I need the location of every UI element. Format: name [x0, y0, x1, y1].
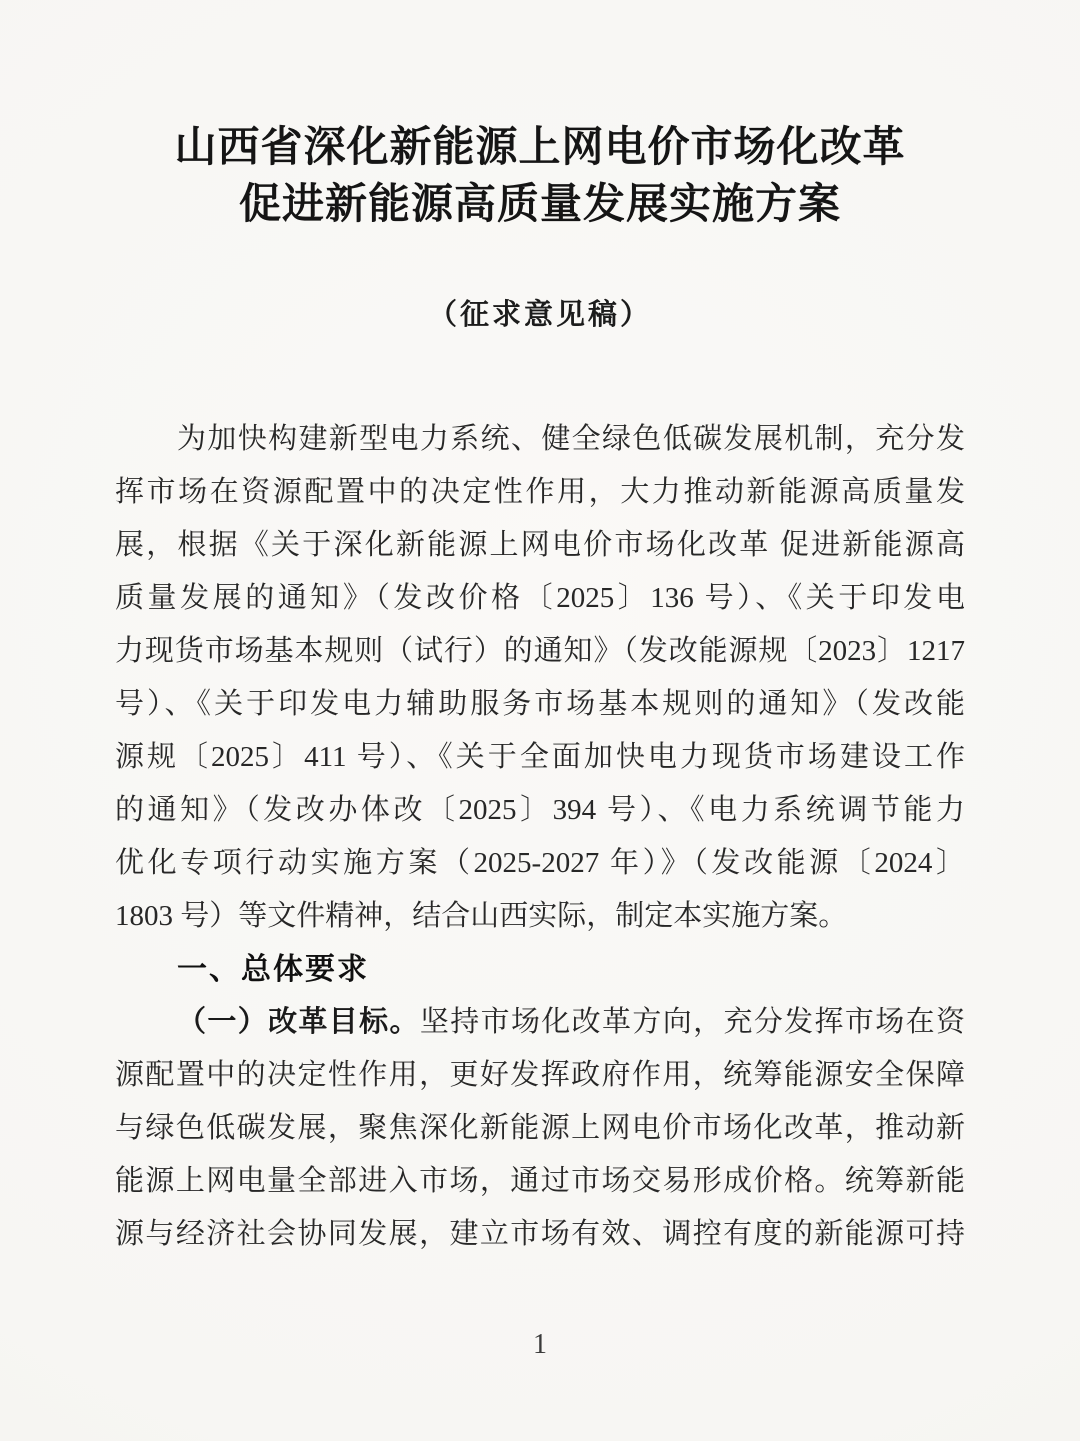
- page-number: 1: [533, 1329, 547, 1360]
- paragraph-1-line-6: 号）、《关于印发电力辅助服务市场基本规则的通知》（发改能: [115, 688, 965, 720]
- paragraph-2-line-1-text: 坚持市场化改革方向，充分发挥市场在资: [419, 1006, 965, 1038]
- paragraph-1-line-5: 力现货市场基本规则（试行）的通知》（发改能源规〔2023〕1217: [115, 635, 965, 667]
- section-heading: 一、总体要求: [177, 953, 369, 986]
- paragraph-2-line-3: 与绿色低碳发展，聚焦深化新能源上网电价市场化改革，推动新: [115, 1112, 965, 1144]
- title-line-1: 山西省深化新能源上网电价市场化改革: [174, 125, 906, 171]
- title-line-2: 促进新能源高质量发展实施方案: [238, 182, 841, 228]
- paragraph-1-line-2: 挥市场在资源配置中的决定性作用，大力推动新能源高质量发: [115, 476, 965, 508]
- paragraph-1-line-3: 展，根据《关于深化新能源上网电价市场化改革 促进新能源高: [115, 529, 965, 561]
- paragraph-1-line-4: 质量发展的通知》（发改价格〔2025〕136 号）、《关于印发电: [115, 582, 965, 614]
- document-body: [115, 413, 965, 1261]
- paragraph-1-line-10: 1803 号）等文件精神，结合山西实际，制定本实施方案。: [115, 900, 848, 932]
- paragraph-2-line-1: [115, 996, 965, 1049]
- paragraph-2-line-5: 源与经济社会协同发展，建立市场有效、调控有度的新能源可持: [115, 1218, 965, 1250]
- paragraph-1-line-9: 优化专项行动实施方案（2025-2027 年）》（发改能源〔2024〕: [115, 847, 965, 879]
- paragraph-1-line-7: 源规〔2025〕411 号）、《关于全面加快电力现货市场建设工作: [115, 741, 965, 773]
- paragraph-2-line-2: 源配置中的决定性作用，更好发挥政府作用，统筹能源安全保障: [115, 1059, 965, 1091]
- paragraph-1-line-1: 为加快构建新型电力系统、健全绿色低碳发展机制，充分发: [177, 423, 965, 455]
- paragraph-1-line-8: 的通知》（发改办体改〔2025〕394 号）、《电力系统调节能力: [115, 794, 965, 826]
- document-title: [0, 120, 1080, 234]
- document-subtitle: （征求意见稿）: [427, 299, 652, 331]
- paragraph-2-line-4: 能源上网电量全部进入市场，通过市场交易形成价格。统筹新能: [115, 1165, 965, 1197]
- paragraph-2-label: （一）改革目标。: [177, 1006, 420, 1038]
